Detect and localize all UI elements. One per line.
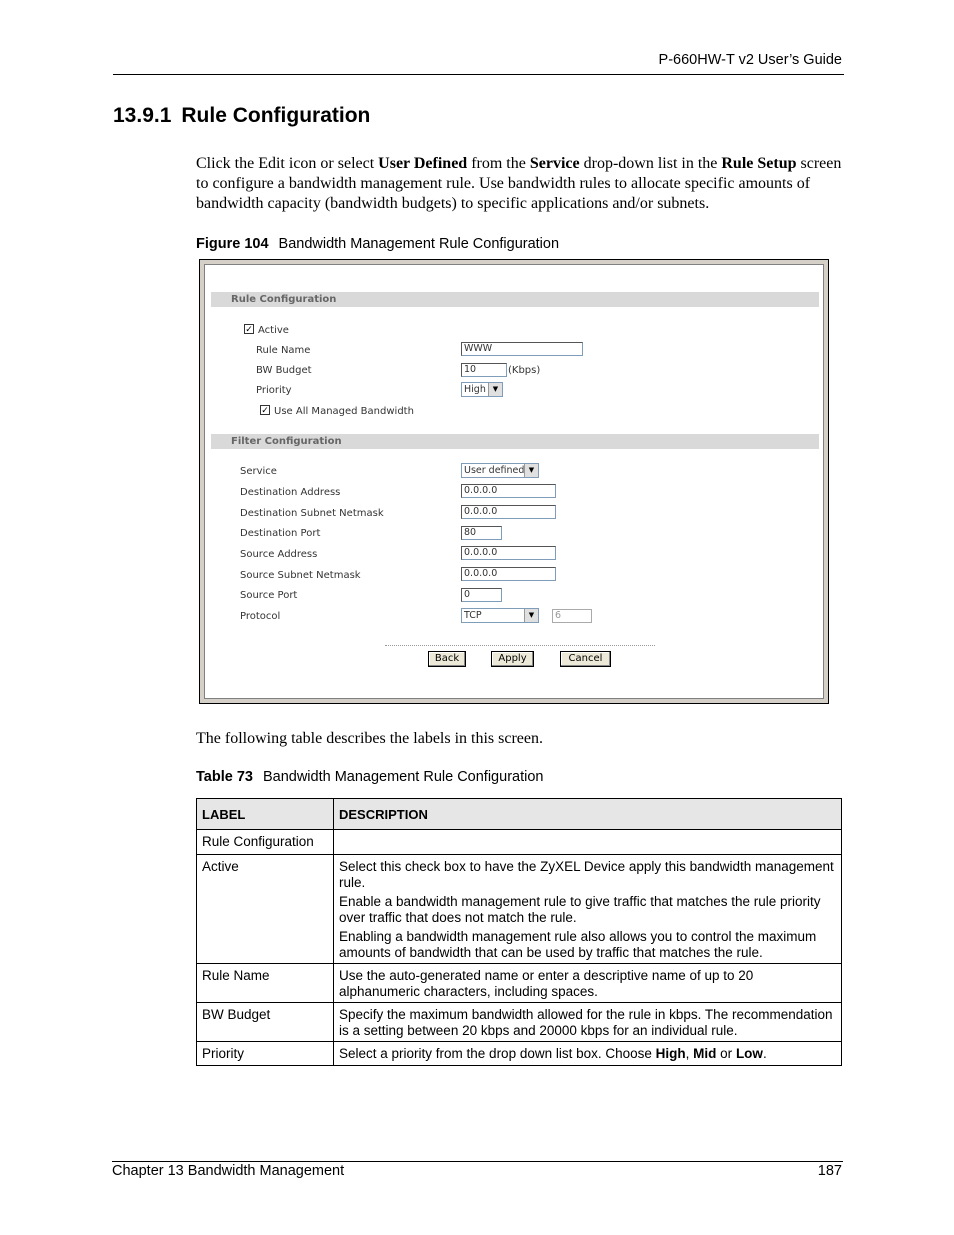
screenshot-panel bbox=[204, 264, 824, 699]
priority-select[interactable] bbox=[461, 382, 503, 397]
active-label: Active bbox=[258, 325, 289, 336]
chevron-down-icon: ▼ bbox=[524, 464, 538, 477]
dest-netmask-input[interactable]: 0.0.0.0 bbox=[461, 505, 556, 519]
table-row bbox=[197, 855, 842, 964]
intro-text-1: Click the Edit icon or select bbox=[196, 155, 379, 172]
table-title: Bandwidth Management Rule Configuration bbox=[262, 769, 544, 785]
intro-bold-user-defined: User Defined bbox=[378, 155, 468, 172]
section-number: 13.9.1 bbox=[113, 104, 172, 127]
priority-desc-text: Select a priority from the drop down list box. Choose bbox=[339, 1046, 656, 1061]
table-header-row bbox=[197, 799, 842, 830]
src-port-input[interactable]: 0 bbox=[461, 588, 502, 602]
protocol-number-input[interactable]: 6 bbox=[552, 609, 592, 623]
cancel-button[interactable]: Cancel bbox=[560, 651, 611, 667]
back-button[interactable]: Back bbox=[428, 651, 466, 667]
intro-bold-service: Service bbox=[529, 155, 580, 172]
protocol-value: TCP bbox=[464, 610, 482, 621]
protocol-label: Protocol bbox=[240, 611, 281, 622]
table-row bbox=[197, 830, 842, 855]
figure-label: Figure 104 bbox=[196, 236, 269, 252]
bw-budget-label: BW Budget bbox=[256, 365, 312, 376]
priority-label: Priority bbox=[256, 385, 292, 396]
intro-paragraph bbox=[196, 154, 846, 214]
row-description bbox=[334, 855, 842, 964]
section-title: Rule Configuration bbox=[181, 104, 371, 127]
label-column-header: LABEL bbox=[197, 799, 334, 830]
priority-sep-1: , bbox=[685, 1046, 694, 1061]
bw-budget-unit: (Kbps) bbox=[508, 365, 541, 376]
priority-end: . bbox=[762, 1046, 767, 1061]
rule-config-section-bar: Rule Configuration bbox=[211, 292, 819, 307]
intro-bold-rule-setup: Rule Setup bbox=[721, 155, 797, 172]
src-netmask-input[interactable]: 0.0.0.0 bbox=[461, 567, 556, 581]
priority-mid: Mid bbox=[693, 1046, 717, 1061]
row-description-paragraph: Enabling a bandwidth management rule also allows you to control the maximum amounts of bandwidth that can be used by traffic that matches the rule. bbox=[339, 929, 817, 960]
section-heading bbox=[113, 104, 370, 128]
dest-netmask-label: Destination Subnet Netmask bbox=[240, 508, 384, 519]
row-description bbox=[334, 830, 842, 855]
intro-text-2: from the bbox=[467, 155, 530, 172]
label-description-table bbox=[196, 798, 842, 1066]
following-text: The following table describes the labels in this screen. bbox=[196, 730, 544, 747]
service-label: Service bbox=[240, 466, 277, 477]
button-divider bbox=[385, 645, 655, 646]
row-label: Rule Configuration bbox=[197, 830, 334, 855]
use-all-bandwidth-checkbox[interactable]: ✓ bbox=[261, 405, 269, 415]
row-description-paragraph: Select this check box to have the ZyXEL Device apply this bandwidth management rule. bbox=[339, 859, 834, 890]
row-description bbox=[334, 1042, 842, 1066]
src-port-label: Source Port bbox=[240, 590, 298, 601]
figure-title: Bandwidth Management Rule Configuration bbox=[278, 236, 560, 252]
table-row bbox=[197, 1003, 842, 1042]
row-description: Specify the maximum bandwidth allowed for the rule in kbps. The recommendation is a setting between 20 kbps and 20000 kbps for an individual rule. bbox=[334, 1003, 842, 1042]
active-checkbox[interactable]: ✓ bbox=[245, 324, 253, 334]
src-address-label: Source Address bbox=[240, 549, 318, 560]
guide-title: P-660HW-T v2 User’s Guide bbox=[658, 52, 842, 68]
footer-rule bbox=[112, 1161, 843, 1162]
footer-page-number: 187 bbox=[817, 1163, 842, 1179]
dest-port-input[interactable]: 80 bbox=[461, 526, 502, 540]
priority-value: High bbox=[464, 384, 486, 395]
chevron-down-icon: ▼ bbox=[524, 609, 538, 622]
row-description-paragraph: Enable a bandwidth management rule to give traffic that matches the rule priority over traffic that does not match the rule. bbox=[339, 894, 821, 925]
screenshot-frame bbox=[199, 259, 829, 704]
row-label: Rule Name bbox=[197, 964, 334, 1003]
row-label: BW Budget bbox=[197, 1003, 334, 1042]
priority-high: High bbox=[655, 1046, 686, 1061]
table-label: Table 73 bbox=[196, 769, 253, 785]
rule-name-label: Rule Name bbox=[256, 345, 311, 356]
priority-sep-2: or bbox=[716, 1046, 736, 1061]
footer-chapter: Chapter 13 Bandwidth Management bbox=[112, 1163, 345, 1179]
protocol-select[interactable] bbox=[461, 608, 539, 623]
row-label: Priority bbox=[197, 1042, 334, 1066]
table-row bbox=[197, 964, 842, 1003]
figure-caption bbox=[196, 236, 559, 252]
row-description: Use the auto-generated name or enter a descriptive name of up to 20 alphanumeric characters, including spaces. bbox=[334, 964, 842, 1003]
dest-address-label: Destination Address bbox=[240, 487, 341, 498]
intro-text-3: drop-down list in the bbox=[579, 155, 722, 172]
filter-config-section-bar: Filter Configuration bbox=[211, 434, 819, 449]
priority-low: Low bbox=[735, 1046, 763, 1061]
use-all-bandwidth-label: Use All Managed Bandwidth bbox=[274, 406, 414, 417]
src-netmask-label: Source Subnet Netmask bbox=[240, 570, 361, 581]
intro-text-4: screen to configure a bandwidth management rule. Use bandwidth rules to allocate specific amounts of bandwidth capacity (bandwidth budgets) to specific applications and/or subnets. bbox=[196, 155, 842, 212]
chevron-down-icon: ▼ bbox=[488, 383, 502, 396]
bw-budget-input[interactable]: 10 bbox=[461, 363, 507, 377]
row-label: Active bbox=[197, 855, 334, 964]
service-value: User defined bbox=[464, 465, 525, 476]
description-column-header: DESCRIPTION bbox=[334, 799, 842, 830]
table-caption bbox=[196, 769, 543, 785]
dest-address-input[interactable]: 0.0.0.0 bbox=[461, 484, 556, 498]
src-address-input[interactable]: 0.0.0.0 bbox=[461, 546, 556, 560]
table-row bbox=[197, 1042, 842, 1066]
apply-button[interactable]: Apply bbox=[491, 651, 534, 667]
service-select[interactable] bbox=[461, 463, 539, 478]
header-rule bbox=[113, 74, 844, 75]
rule-name-input[interactable]: WWW bbox=[461, 342, 583, 356]
dest-port-label: Destination Port bbox=[240, 528, 321, 539]
